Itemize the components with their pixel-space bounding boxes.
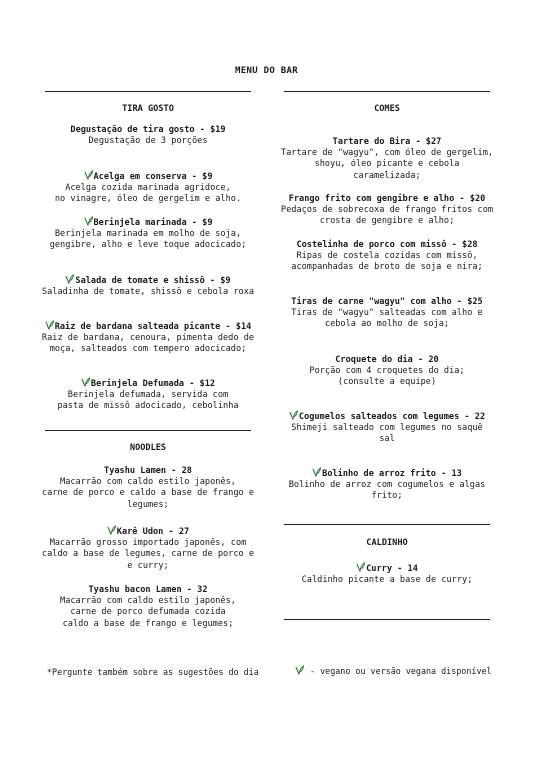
divider	[284, 524, 490, 525]
menu-item: Tyashu Lamen - 28 Macarrão com caldo estilo japonês, carne de porco e caldo a base de frango e legumes;	[41, 466, 255, 510]
menu-item: Karê Udon - 27 Macarrão grosso importado japonês, com caldo a base de legumes, carne de porco e e curry;	[41, 527, 255, 571]
menu-item: Tiras de carne "wagyu" com alho - $25 Tiras de "wagyu" salteadas com alho e cebola ao molho de soja;	[291, 297, 483, 330]
menu-item: Salada de tomate e shissô - $9 Saladinha de tomate, shissô e cebola roxa	[41, 276, 255, 298]
vegan-leaf-icon	[81, 377, 90, 387]
vegan-legend-text: - vegano ou versão vegana disponível	[310, 666, 492, 676]
menu-item: Berinjela Defumada - $12 Berinjela defumada, servida com pasta de missô adocicado, cebolinha	[57, 379, 239, 412]
vegan-leaf-icon	[84, 170, 93, 180]
divider	[284, 619, 490, 620]
vegan-leaf-icon	[65, 274, 74, 284]
menu-item: Croquete do dia - 20 Porção com 4 croquetes do dia; (consulte a equipe)	[309, 355, 465, 388]
vegan-legend	[295, 665, 492, 676]
menu-title: MENU DO BAR	[235, 66, 298, 76]
menu-item: Tyashu bacon Lamen - 32 Macarrão com caldo estilo japonês, carne de porco defumada cozida caldo a base de frango e legumes;	[60, 585, 236, 629]
vegan-leaf-icon	[289, 410, 298, 420]
menu-item: Tartare do Bira - $27 Tartare de "wagyu", com óleo de gergelim, shoyu, óleo picante e cebola caramelizada;	[280, 137, 494, 181]
section-title-tira-gosto: TIRA GOSTO	[122, 104, 174, 114]
menu-item: Costelinha de porco com missô - $28 Ripas de costela cozidas com missô, acompanhadas de broto de soja e nira;	[291, 240, 483, 273]
divider	[284, 91, 490, 92]
divider	[45, 430, 251, 431]
footnote: *Pergunte também sobre as sugestões do dia	[47, 667, 259, 677]
menu-item: Degustação de tira gosto - $19 Degustação de 3 porções	[70, 125, 226, 147]
vegan-leaf-icon	[45, 320, 54, 330]
vegan-leaf-icon	[84, 216, 93, 226]
menu-item: Bolinho de arroz frito - 13 Bolinho de arroz com cogumelos e algas frito;	[288, 469, 486, 502]
vegan-leaf-icon	[312, 467, 321, 477]
menu-item: Curry - 14 Caldinho picante a base de curry;	[301, 564, 473, 586]
menu-item: Berinjela marinada - $9 Berinjela marinada em molho de soja, gengibre, alho e leve toque adocicado;	[49, 218, 247, 251]
menu-item: Frango frito com gengibre e alho - $20 Pedaços de sobrecoxa de frango fritos com crosta de gengibre e alho;	[280, 194, 494, 227]
menu-item: Cogumelos salteados com legumes - 22 Shimeji salteado com legumes no saquê sal	[279, 410, 495, 446]
section-title-comes: COMES	[374, 104, 400, 114]
section-title-noodles: NOODLES	[129, 443, 167, 453]
vegan-leaf-icon	[356, 562, 365, 572]
menu-item: Raiz de bardana salteada picante - $14 Raiz de bardana, cenoura, pimenta dedo de moça, salteados com tempero adocicado;	[41, 322, 255, 355]
vegan-leaf-icon	[295, 665, 304, 675]
section-title-caldinho: CALDINHO	[366, 538, 408, 548]
divider	[45, 91, 251, 92]
menu-item: Acelga em conserva - $9 Acelga cozida marinada agridoce, no vinagre, óleo de gergelim e alho.	[54, 172, 242, 205]
vegan-leaf-icon	[107, 525, 116, 535]
